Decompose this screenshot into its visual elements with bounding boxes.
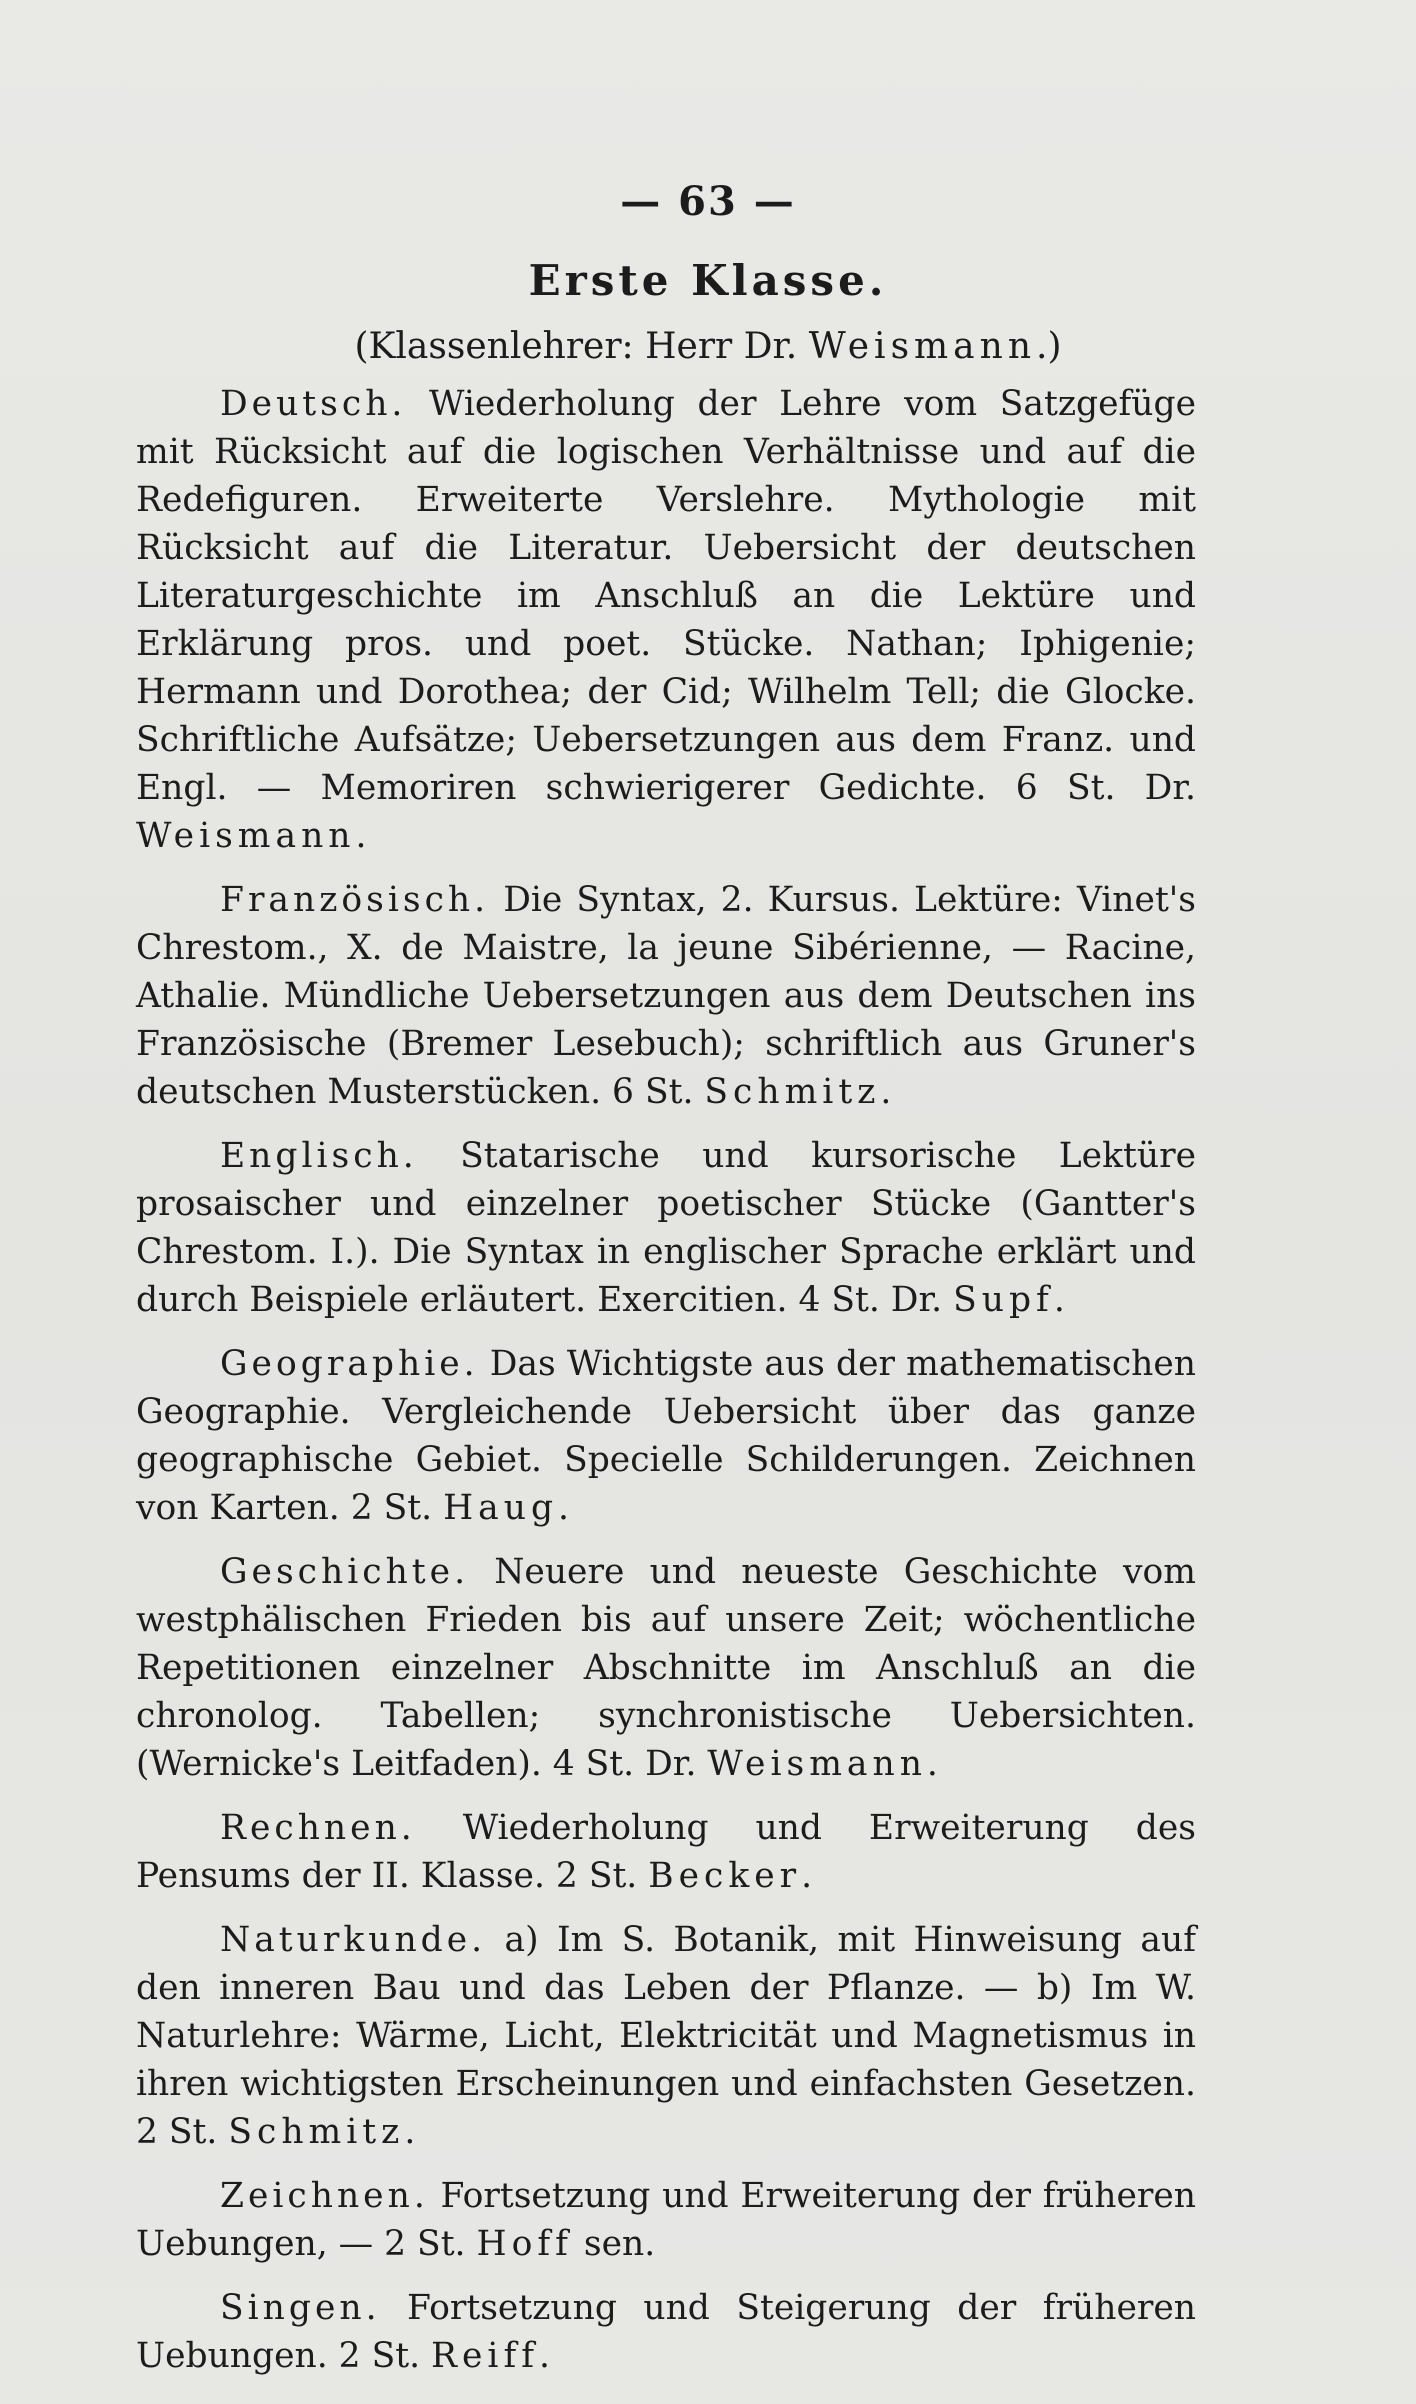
section-end: . <box>539 2336 550 2376</box>
subject-heading: Geographie. <box>220 1344 479 1384</box>
subject-heading: Rechnen. <box>220 1808 416 1848</box>
section-englisch <box>136 1132 1196 1324</box>
section-teacher: Weismann <box>707 1744 927 1784</box>
section-rechnen <box>136 1804 1196 1900</box>
section-text: Das Wichtigste aus der mathematischen Geographie. Vergleichende Uebersicht über das ganze geographische Gebiet. Specielle Schilderungen. Zeichnen von Karten. 2 St. <box>136 1344 1196 1528</box>
subject-heading: Singen. <box>220 2288 381 2328</box>
section-singen <box>136 2284 1196 2380</box>
section-end: . <box>926 1744 938 1784</box>
section-geschichte <box>136 1548 1196 1788</box>
section-teacher: Reiff <box>431 2336 539 2376</box>
section-text: Statarische und kursorische Lektüre prosaischer und einzelner poetischer Stücke (Gantter's Chrestom. I.). Die Syntax in englischer Sprache erklärt und durch Beispiele erläutert. Exercitien. 4 St. Dr. <box>136 1136 1196 1320</box>
class-teacher-prefix: (Klassenlehrer: Herr Dr. <box>354 326 809 367</box>
section-text: Fortsetzung und Erweiterung der früheren Uebungen, — 2 St. <box>136 2176 1196 2264</box>
section-teacher: Schmitz <box>704 1072 881 1112</box>
curriculum-body <box>136 380 1196 2396</box>
section-deutsch <box>136 380 1196 860</box>
subject-heading: Deutsch. <box>220 384 407 424</box>
section-text: Wiederholung und Erweiterung des Pensums der II. Klasse. 2 St. <box>136 1808 1196 1896</box>
section-naturkunde <box>136 1916 1196 2156</box>
section-end: sen. <box>572 2224 656 2264</box>
section-teacher: Supf <box>953 1280 1054 1320</box>
class-title: Erste Klasse. <box>528 256 888 305</box>
section-teacher: Weismann <box>136 816 356 856</box>
subject-heading: Englisch. <box>220 1136 418 1176</box>
section-end: . <box>558 1488 570 1528</box>
section-text: Wiederholung der Lehre vom Satzgefüge mit Rücksicht auf die logischen Verhältnisse und auf die Redefiguren. Erweiterte Verslehre. Mythologie mit Rücksicht auf die Literatur. Uebersicht der deutschen Literaturgeschichte im Anschluß an die Lektüre und Erklärung pros. und poet. Stücke. Nathan; Iphigenie; Hermann und Dorothea; der Cid; Wilhelm Tell; die Glocke. Schriftliche Aufsätze; Uebersetzungen aus dem Franz. und Engl. — Memoriren schwierigerer Gedichte. 6 St. Dr. <box>136 384 1196 808</box>
section-text: a) Im S. Botanik, mit Hinweisung auf den inneren Bau und das Leben der Pflanze. — b) Im W. Naturlehre: Wärme, Licht, Elektricität und Magnetismus in ihren wichtigsten Erscheinungen und einfachsten Gesetzen. 2 St. <box>136 1920 1196 2152</box>
section-end: . <box>1053 1280 1065 1320</box>
section-teacher: Becker <box>648 1856 802 1896</box>
class-teacher-name: Weismann <box>808 326 1037 367</box>
section-end: . <box>801 1856 813 1896</box>
class-teacher-line <box>0 326 1416 367</box>
subject-heading: Zeichnen. <box>220 2176 429 2216</box>
section-text: Neuere und neueste Geschichte vom westphälischen Frieden bis auf unsere Zeit; wöchentliche Repetitionen einzelner Abschnitte im Anschluß an die chronolog. Tabellen; synchronistische Uebersichten. (Wernicke's Leitfaden). 4 St. Dr. <box>136 1552 1196 1784</box>
subject-heading: Geschichte. <box>220 1552 470 1592</box>
section-teacher: Haug <box>443 1488 559 1528</box>
section-end: . <box>404 2112 416 2152</box>
subject-heading: Naturkunde. <box>220 1920 487 1960</box>
class-teacher-suffix: .) <box>1036 326 1062 367</box>
subject-heading: Französisch. <box>220 880 490 920</box>
section-geographie <box>136 1340 1196 1532</box>
section-end: . <box>880 1072 892 1112</box>
page-number: — 63 — <box>620 178 796 225</box>
section-text: Die Syntax, 2. Kursus. Lektüre: Vinet's Chrestom., X. de Maistre, la jeune Sibérienne, — Racine, Athalie. Mündliche Uebersetzungen aus dem Deutschen ins Französische (Bremer Lesebuch); schriftlich aus Gruner's deutschen Musterstücken. 6 St. <box>136 880 1196 1112</box>
section-teacher: Schmitz <box>228 2112 405 2152</box>
section-teacher: Hoff <box>476 2224 573 2264</box>
section-zeichnen <box>136 2172 1196 2268</box>
section-text: Fortsetzung und Steigerung der früheren Uebungen. 2 St. <box>136 2288 1196 2376</box>
section-franzoesisch <box>136 876 1196 1116</box>
section-end: . <box>355 816 367 856</box>
